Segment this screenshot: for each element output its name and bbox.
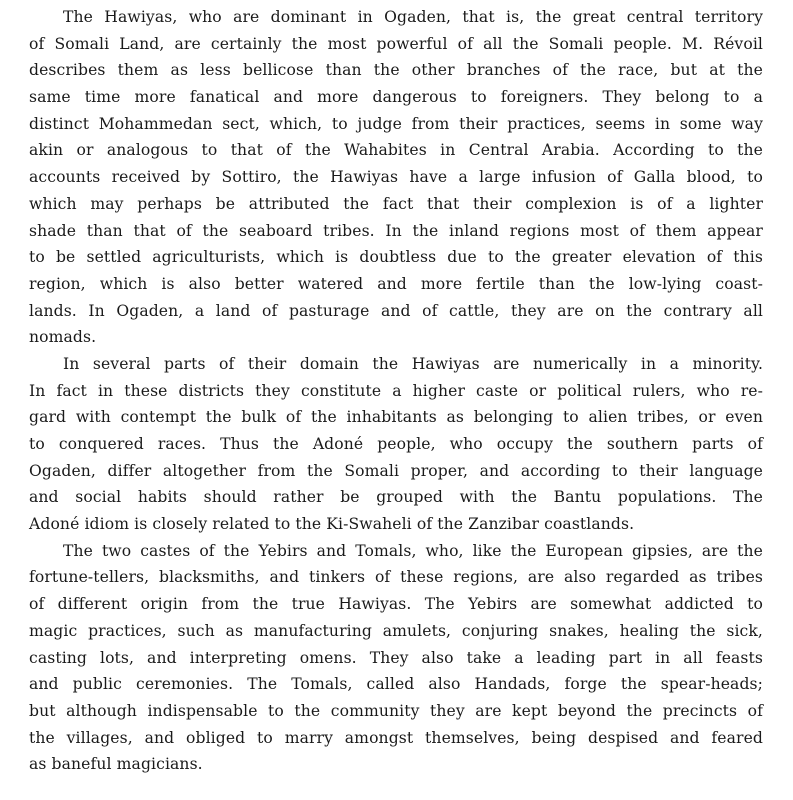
text-line: In fact in these districts they constitute a higher caste or political rulers, who re-: [29, 381, 763, 400]
paragraph-hawiyas-dominance: [29, 4, 763, 351]
text-line: to be settled agriculturists, which is doubtless due to the greater elevation of this: [29, 248, 763, 267]
text-line: and social habits should rather be grouped with the Bantu populations. The: [29, 488, 763, 507]
paragraph-yebirs-tomals: [29, 538, 763, 778]
text-line: lands. In Ogaden, a land of pasturage and of cattle, they are on the contrary all: [29, 301, 763, 320]
text-line: the villages, and obliged to marry amongst themselves, being despised and feared: [29, 728, 763, 747]
text-line: Adoné idiom is closely related to the Ki-Swaheli of the Zanzibar coastlands.: [29, 515, 635, 534]
text-line: The Hawiyas, who are dominant in Ogaden, that is, the great central territory: [63, 8, 763, 26]
text-line: region, which is also better watered and more fertile than the low-lying coast-: [29, 274, 763, 293]
text-line: same time more fanatical and more dangerous to foreigners. They belong to a: [29, 88, 763, 107]
text-line: of different origin from the true Hawiyas. The Yebirs are somewhat addicted to: [29, 595, 763, 614]
text-line: akin or analogous to that of the Wahabites in Central Arabia. According to the: [29, 141, 763, 160]
text-line: describes them as less bellicose than the other branches of the race, but at the: [29, 61, 763, 80]
text-line: nomads.: [29, 328, 97, 347]
text-line: accounts received by Sottiro, the Hawiyas have a large infusion of Galla blood, to: [29, 168, 763, 187]
text-line: as baneful magicians.: [29, 755, 203, 774]
text-line: but although indispensable to the community they are kept beyond the precincts of: [29, 701, 763, 720]
text-line: casting lots, and interpreting omens. They also take a leading part in all feasts: [29, 648, 763, 667]
text-line: shade than that of the seaboard tribes. In the inland regions most of them appear: [29, 221, 763, 240]
text-line: magic practices, such as manufacturing amulets, conjuring snakes, healing the sick,: [29, 621, 763, 640]
text-line: and public ceremonies. The Tomals, called also Handads, forge the spear-heads;: [29, 675, 763, 694]
text-line: which may perhaps be attributed the fact that their complexion is of a lighter: [29, 194, 763, 213]
text-line: In several parts of their domain the Hawiyas are numerically in a minority.: [63, 354, 763, 373]
text-line: gard with contempt the bulk of the inhabitants as belonging to alien tribes, or even: [29, 408, 763, 427]
text-line: The two castes of the Yebirs and Tomals, who, like the European gipsies, are the: [63, 541, 763, 560]
text-line: distinct Mohammedan sect, which, to judge from their practices, seems in some way: [29, 114, 763, 133]
text-line: to conquered races. Thus the Adoné people, who occupy the southern parts of: [29, 435, 763, 453]
text-line: fortune-tellers, blacksmiths, and tinkers of these regions, are also regarded as tribes: [29, 568, 763, 587]
text-line: of Somali Land, are certainly the most powerful of all the Somali people. M. Révoil: [29, 34, 763, 53]
paragraph-hawiyas-minority: [29, 351, 763, 538]
document-page: [29, 4, 763, 778]
text-line: Ogaden, differ altogether from the Somali proper, and according to their language: [29, 461, 763, 480]
